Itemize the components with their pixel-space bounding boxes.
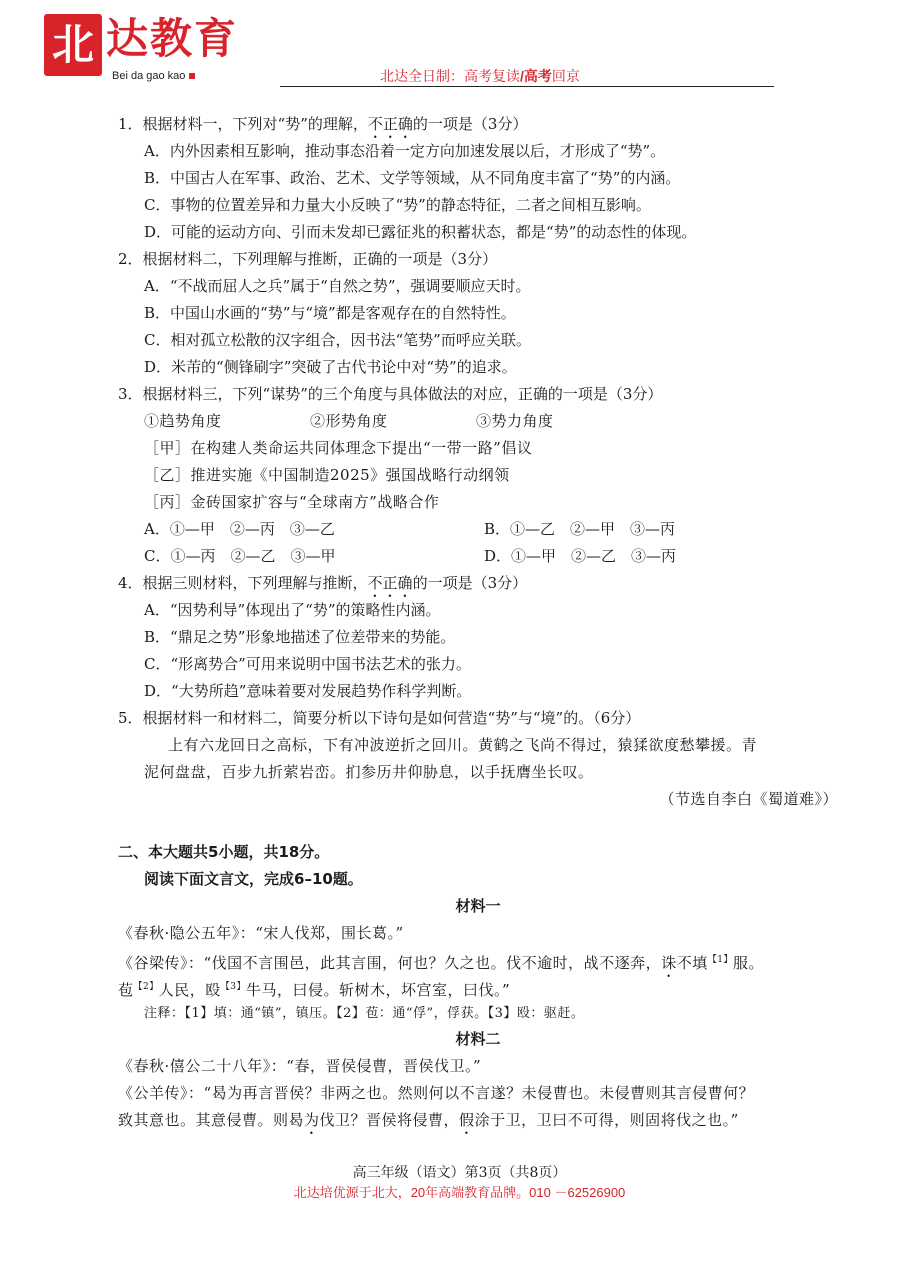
material-1-line-1: 《春秋·隐公五年》：“宋人伐郑，围长葛。”	[118, 924, 404, 942]
m1-line-2-b: 不填	[676, 954, 708, 972]
q3-item-jia: ［甲］在构建人类命运共同体理念下提出“一带一路”倡议	[144, 439, 533, 457]
page-footer-ad: 北达培优源于北大，20年高端教育品牌。010 －62526900	[293, 1185, 626, 1200]
material-1-notes: 注释：【1】填：通“镇”，镇压。【2】苞：通“俘”，俘获。【3】殴：驱赶。	[144, 1006, 585, 1021]
material-1-title: 材料一	[455, 897, 501, 915]
material-1-line-3	[118, 977, 510, 1000]
q3-option-a: A．①—甲 ②—丙 ③—乙	[144, 520, 335, 538]
logo-square-icon	[189, 73, 195, 79]
m1-line-3-c: 牛马，曰侵。斩树木，坏宫室，曰伐。”	[246, 981, 511, 999]
q5-source: （节选自李白《蜀道难》）	[659, 790, 838, 808]
material-2-line-1: 《春秋·僖公二十八年》：“春，晋侯侵曹，晋侯伐卫。”	[118, 1057, 482, 1075]
m1-line-2-c: 服。	[732, 954, 764, 972]
q3-angle-1: ①趋势角度	[144, 412, 222, 430]
logo-text: 达教育	[106, 14, 239, 63]
section-2-title: 二、本大题共5小题，共18分。	[118, 843, 330, 861]
m1-footnote-3-ref: 【3】	[220, 982, 246, 992]
q3-item-yi: ［乙］推进实施《中国制造2025》强国战略行动纲领	[144, 466, 510, 484]
m1-footnote-1-ref: 【1】	[707, 955, 733, 965]
q3-option-d: D．①—甲 ②—乙 ③—丙	[484, 547, 677, 565]
q1-stem	[118, 114, 527, 142]
q1-option-c: C．事物的位置差异和力量大小反映了“势”的静态特征，二者之间相互影响。	[144, 196, 651, 214]
m2-line-3-b: 伐卫？晋侯将侵曹，	[319, 1111, 460, 1129]
q4-stem-b: 的一项是（3分）	[412, 574, 528, 592]
q1-option-b: B．中国古人在军事、政治、艺术、文学等领域，从不同角度丰富了“势”的内涵。	[144, 169, 681, 187]
q2-option-c: C．相对孤立松散的汉字组合，因书法“笔势”而呼应关联。	[144, 331, 531, 349]
m1-line-3-b: 人民，殴	[158, 981, 221, 999]
q2-option-d: D．米芾的“侧锋刷字”突破了古代书论中对“势”的追求。	[144, 358, 517, 376]
slogan-part-a: 北达全日制：高考复读	[380, 68, 520, 84]
m2-line-3-emphasis-2: 假	[459, 1111, 475, 1129]
q3-stem: 3．根据材料三，下列“谋势”的三个角度与具体做法的对应，正确的一项是（3分）	[118, 385, 663, 403]
m1-line-2-a: 《谷梁传》：“伐国不言围邑，此其言围，何也？久之也。伐不逾时，战不逐奔，	[118, 954, 662, 972]
q4-stem-a: 4．根据三则材料，下列理解与推断，	[118, 574, 368, 592]
slogan-part-c: 回京	[551, 68, 580, 84]
q5-poem-line-2: 泥何盘盘，百步九折萦岩峦。扪参历井仰胁息，以手抚膺坐长叹。	[144, 763, 594, 781]
m1-footnote-2-ref: 【2】	[133, 982, 159, 992]
q5-poem-line-1: 上有六龙回日之高标，下有冲波逆折之回川。黄鹤之飞尚不得过，猿猱欲度愁攀援。青	[168, 736, 758, 754]
q4-option-a: A．“因势利导”体现出了“势”的策略性内涵。	[144, 601, 441, 619]
q1-option-a: A．内外因素相互影响，推动事态沿着一定方向加速发展以后，才形成了“势”。	[144, 142, 666, 160]
q1-stem-a: 1．根据材料一，下列对“势”的理解，	[118, 115, 368, 133]
logo-subtitle-text: Bei da gao kao	[112, 70, 186, 82]
q1-stem-emphasis: 不正确	[367, 115, 413, 133]
header-rule	[280, 86, 774, 87]
m1-line-2-emphasis: 诛	[661, 954, 677, 972]
q3-angle-2: ②形势角度	[310, 412, 388, 430]
slogan-separator: /	[520, 68, 524, 84]
q3-option-c: C．①—丙 ②—乙 ③—甲	[144, 547, 336, 565]
q4-stem-emphasis: 不正确	[367, 574, 413, 592]
m2-line-3-c: 涂于卫，卫曰不可得，则固将伐之也。”	[474, 1111, 739, 1129]
q4-option-b: B．“鼎足之势”形象地描述了位差带来的势能。	[144, 628, 456, 646]
q2-option-b: B．中国山水画的“势”与“境”都是客观存在的自然特性。	[144, 304, 516, 322]
q3-angle-3: ③势力角度	[476, 412, 554, 430]
logo-mark: 北	[44, 14, 102, 76]
q3-item-bing: ［丙］金砖国家扩容与“全球南方”战略合作	[144, 493, 440, 511]
q1-option-d: D．可能的运动方向、引而未发却已露征兆的积蓄状态，都是“势”的动态性的体现。	[144, 223, 697, 241]
q4-option-d: D．“大势所趋”意味着要对发展趋势作科学判断。	[144, 682, 472, 700]
q4-stem	[118, 573, 527, 601]
page-footer-info: 高三年级（语文）第3页（共8页）	[352, 1165, 567, 1181]
header-slogan	[380, 66, 580, 86]
brand-logo	[44, 14, 284, 84]
m1-line-3-a: 苞	[118, 981, 134, 999]
q5-stem: 5．根据材料一和材料二，简要分析以下诗句是如何营造“势”与“境”的。（6分）	[118, 709, 641, 727]
material-2-line-2: 《公羊传》：“曷为再言晋侯？非两之也。然则何以不言遂？未侵曹也。未侵曹则其言侵曹何？	[118, 1084, 755, 1102]
slogan-part-b: 高考	[523, 68, 552, 84]
material-2-title: 材料二	[455, 1030, 501, 1048]
m2-line-3-a: 致其意也。其意侵曹。则曷	[118, 1111, 305, 1129]
logo-subtitle	[112, 70, 195, 82]
q3-option-b: B．①—乙 ②—甲 ③—丙	[484, 520, 676, 538]
q4-option-c: C．“形离势合”可用来说明中国书法艺术的张力。	[144, 655, 471, 673]
section-2-instruction: 阅读下面文言文，完成6–10题。	[144, 870, 363, 888]
q2-stem: 2．根据材料二，下列理解与推断，正确的一项是（3分）	[118, 250, 498, 268]
q2-option-a: A．“不战而屈人之兵”属于“自然之势”，强调要顺应天时。	[144, 277, 531, 295]
q1-stem-b: 的一项是（3分）	[412, 115, 528, 133]
material-2-line-3	[118, 1110, 739, 1138]
m2-line-3-emphasis: 为	[304, 1111, 320, 1129]
